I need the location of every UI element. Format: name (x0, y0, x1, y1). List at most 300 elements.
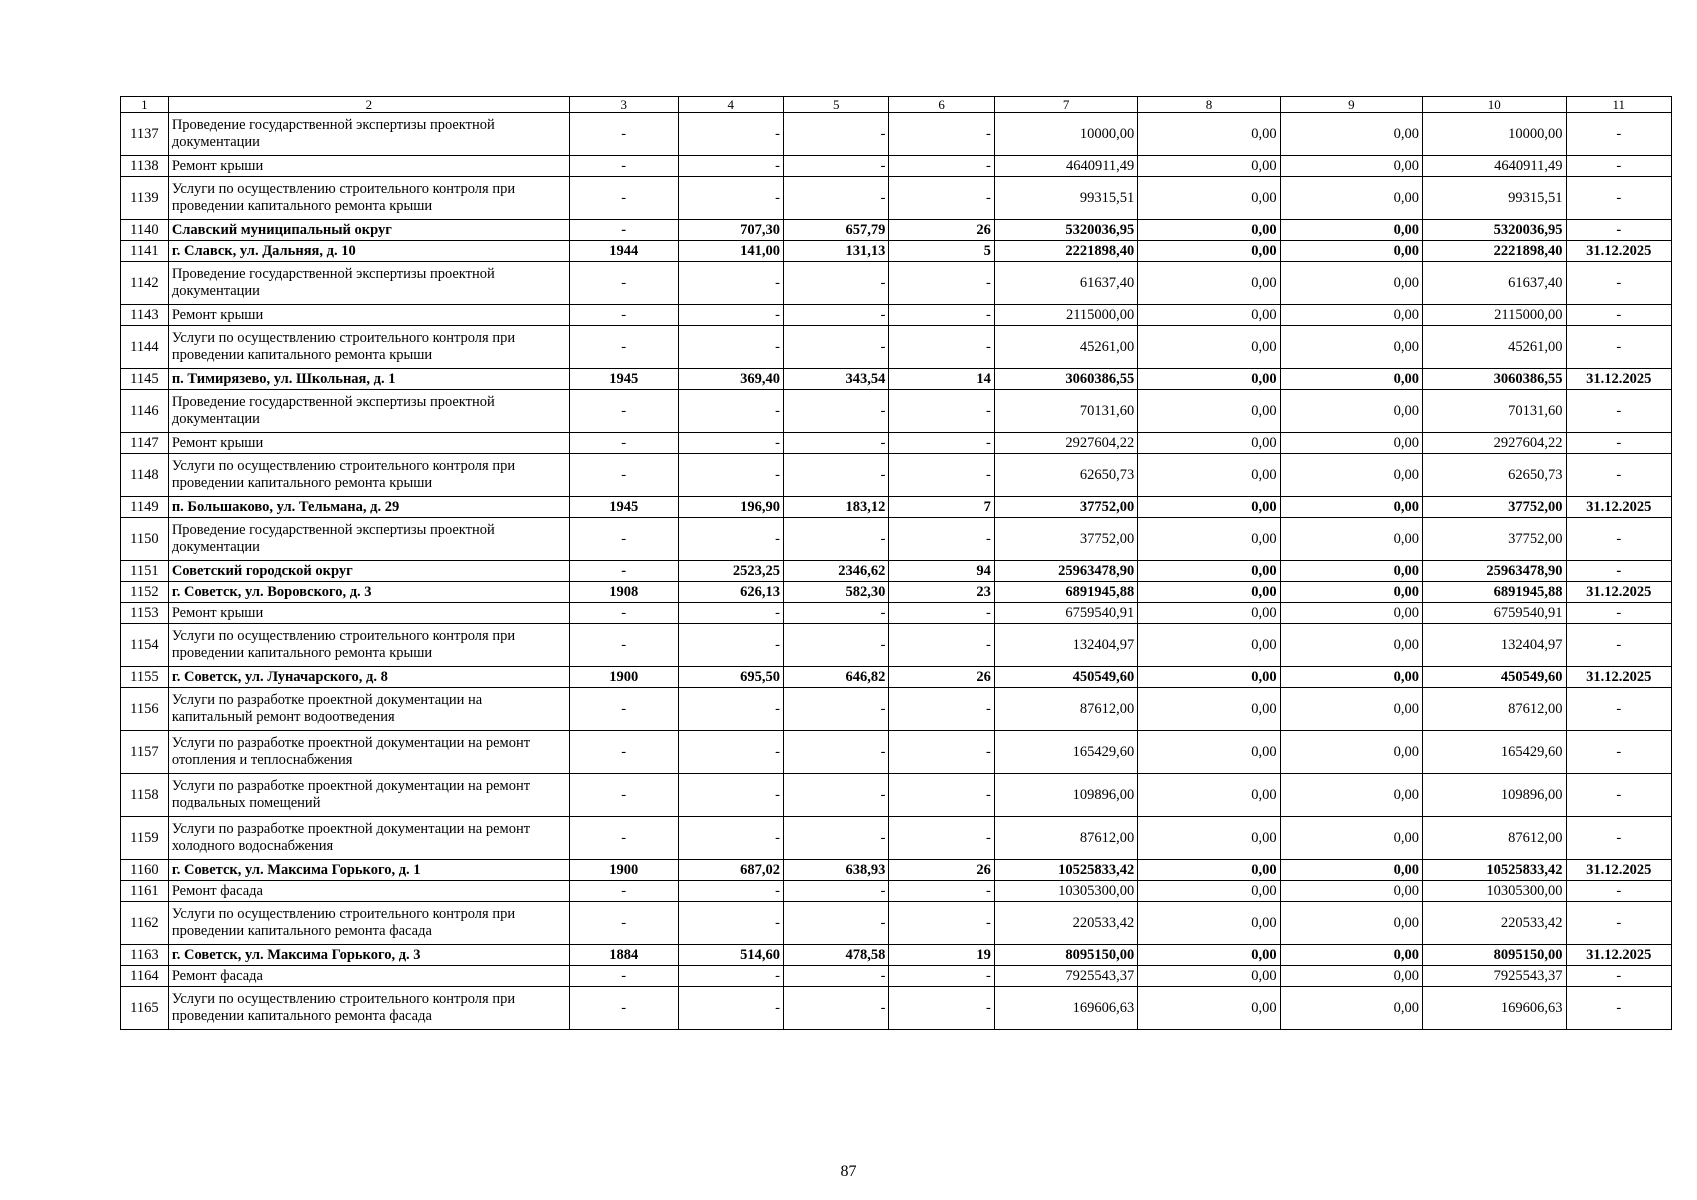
col5-cell: - (783, 433, 888, 454)
item-name-cell: Ремонт крыши (168, 433, 569, 454)
year-cell: - (569, 326, 678, 369)
item-name-cell: Услуги по разработке проектной документации на ремонт подвальных помещений (168, 774, 569, 817)
col6-cell: - (889, 518, 994, 561)
year-cell: - (569, 561, 678, 582)
col11-cell: - (1566, 390, 1671, 433)
col4-cell: - (678, 603, 783, 624)
col4-cell: 626,13 (678, 582, 783, 603)
col5-cell: - (783, 177, 888, 220)
col5-cell: - (783, 881, 888, 902)
column-header: 11 (1566, 97, 1671, 113)
col11-cell: - (1566, 881, 1671, 902)
column-header: 3 (569, 97, 678, 113)
col9-cell: 0,00 (1280, 817, 1422, 860)
col7-cell: 10305300,00 (994, 881, 1137, 902)
col6-cell: - (889, 305, 994, 326)
col6-cell: - (889, 902, 994, 945)
col8-cell: 0,00 (1138, 945, 1280, 966)
row-number-cell: 1163 (121, 945, 169, 966)
col7-cell: 2221898,40 (994, 241, 1137, 262)
row-number-cell: 1160 (121, 860, 169, 881)
row-number-cell: 1152 (121, 582, 169, 603)
col6-cell: 23 (889, 582, 994, 603)
col9-cell: 0,00 (1280, 966, 1422, 987)
row-number-cell: 1156 (121, 688, 169, 731)
col7-cell: 165429,60 (994, 731, 1137, 774)
year-cell: - (569, 156, 678, 177)
col9-cell: 0,00 (1280, 731, 1422, 774)
col9-cell: 0,00 (1280, 688, 1422, 731)
col9-cell: 0,00 (1280, 902, 1422, 945)
col4-cell: - (678, 113, 783, 156)
row-number-cell: 1154 (121, 624, 169, 667)
col9-cell: 0,00 (1280, 369, 1422, 390)
col8-cell: 0,00 (1138, 902, 1280, 945)
col10-cell: 10000,00 (1423, 113, 1566, 156)
col4-cell: 196,90 (678, 497, 783, 518)
col5-cell: - (783, 624, 888, 667)
row-number-cell: 1150 (121, 518, 169, 561)
column-header: 9 (1280, 97, 1422, 113)
col6-cell: - (889, 262, 994, 305)
col5-cell: - (783, 774, 888, 817)
col11-cell: 31.12.2025 (1566, 369, 1671, 390)
col11-cell: - (1566, 454, 1671, 497)
col8-cell: 0,00 (1138, 774, 1280, 817)
col9-cell: 0,00 (1280, 241, 1422, 262)
col10-cell: 70131,60 (1423, 390, 1566, 433)
col8-cell: 0,00 (1138, 305, 1280, 326)
year-cell: - (569, 902, 678, 945)
col8-cell: 0,00 (1138, 582, 1280, 603)
col10-cell: 5320036,95 (1423, 220, 1566, 241)
col10-cell: 6759540,91 (1423, 603, 1566, 624)
row-number-cell: 1138 (121, 156, 169, 177)
col9-cell: 0,00 (1280, 262, 1422, 305)
item-name-cell: Услуги по осуществлению строительного контроля при проведении капитального ремонта крыши (168, 326, 569, 369)
col4-cell: - (678, 966, 783, 987)
col8-cell: 0,00 (1138, 731, 1280, 774)
column-header: 4 (678, 97, 783, 113)
table-row (121, 688, 1672, 731)
col11-cell: - (1566, 177, 1671, 220)
item-name-cell: Проведение государственной экспертизы проектной документации (168, 390, 569, 433)
col6-cell: 19 (889, 945, 994, 966)
col11-cell: - (1566, 987, 1671, 1030)
col10-cell: 87612,00 (1423, 817, 1566, 860)
col5-cell: - (783, 156, 888, 177)
col11-cell: 31.12.2025 (1566, 860, 1671, 881)
col10-cell: 4640911,49 (1423, 156, 1566, 177)
col10-cell: 220533,42 (1423, 902, 1566, 945)
col7-cell: 70131,60 (994, 390, 1137, 433)
year-cell: 1900 (569, 860, 678, 881)
col4-cell: 695,50 (678, 667, 783, 688)
table-row (121, 177, 1672, 220)
row-number-cell: 1137 (121, 113, 169, 156)
col9-cell: 0,00 (1280, 582, 1422, 603)
col4-cell: 2523,25 (678, 561, 783, 582)
col7-cell: 2927604,22 (994, 433, 1137, 454)
col8-cell: 0,00 (1138, 113, 1280, 156)
col6-cell: 7 (889, 497, 994, 518)
col11-cell: - (1566, 433, 1671, 454)
col6-cell: 14 (889, 369, 994, 390)
col8-cell: 0,00 (1138, 177, 1280, 220)
table-row (121, 603, 1672, 624)
item-name-cell: Проведение государственной экспертизы проектной документации (168, 262, 569, 305)
col9-cell: 0,00 (1280, 624, 1422, 667)
row-number-cell: 1140 (121, 220, 169, 241)
table-row (121, 113, 1672, 156)
table-row (121, 860, 1672, 881)
row-number-cell: 1144 (121, 326, 169, 369)
renovation-table (120, 96, 1672, 1030)
col10-cell: 450549,60 (1423, 667, 1566, 688)
col5-cell: - (783, 688, 888, 731)
table-row (121, 305, 1672, 326)
item-name-cell: г. Советск, ул. Луначарского, д. 8 (168, 667, 569, 688)
row-number-cell: 1151 (121, 561, 169, 582)
col6-cell: - (889, 987, 994, 1030)
year-cell: 1900 (569, 667, 678, 688)
col10-cell: 2927604,22 (1423, 433, 1566, 454)
row-number-cell: 1164 (121, 966, 169, 987)
col4-cell: - (678, 326, 783, 369)
col4-cell: - (678, 156, 783, 177)
col5-cell: 478,58 (783, 945, 888, 966)
col9-cell: 0,00 (1280, 177, 1422, 220)
table-row (121, 561, 1672, 582)
col7-cell: 25963478,90 (994, 561, 1137, 582)
col4-cell: - (678, 624, 783, 667)
col7-cell: 99315,51 (994, 177, 1137, 220)
col9-cell: 0,00 (1280, 454, 1422, 497)
col9-cell: 0,00 (1280, 497, 1422, 518)
col8-cell: 0,00 (1138, 561, 1280, 582)
column-number-header-row (121, 97, 1672, 113)
col5-cell: - (783, 454, 888, 497)
col8-cell: 0,00 (1138, 369, 1280, 390)
col8-cell: 0,00 (1138, 220, 1280, 241)
col5-cell: 646,82 (783, 667, 888, 688)
year-cell: - (569, 966, 678, 987)
col11-cell: - (1566, 220, 1671, 241)
col5-cell: - (783, 518, 888, 561)
col5-cell: 343,54 (783, 369, 888, 390)
item-name-cell: г. Советск, ул. Максима Горького, д. 1 (168, 860, 569, 881)
col9-cell: 0,00 (1280, 945, 1422, 966)
row-number-cell: 1142 (121, 262, 169, 305)
col4-cell: 141,00 (678, 241, 783, 262)
item-name-cell: Услуги по осуществлению строительного контроля при проведении капитального ремонта крыши (168, 177, 569, 220)
col9-cell: 0,00 (1280, 603, 1422, 624)
col7-cell: 37752,00 (994, 518, 1137, 561)
col4-cell: - (678, 433, 783, 454)
col6-cell: - (889, 774, 994, 817)
col10-cell: 99315,51 (1423, 177, 1566, 220)
column-header: 1 (121, 97, 169, 113)
col7-cell: 45261,00 (994, 326, 1137, 369)
col8-cell: 0,00 (1138, 966, 1280, 987)
col5-cell: 131,13 (783, 241, 888, 262)
col7-cell: 87612,00 (994, 688, 1137, 731)
col5-cell: - (783, 326, 888, 369)
item-name-cell: Ремонт крыши (168, 603, 569, 624)
col4-cell: - (678, 390, 783, 433)
col10-cell: 7925543,37 (1423, 966, 1566, 987)
col11-cell: - (1566, 305, 1671, 326)
table-row (121, 497, 1672, 518)
col10-cell: 2221898,40 (1423, 241, 1566, 262)
col4-cell: 687,02 (678, 860, 783, 881)
year-cell: - (569, 774, 678, 817)
col9-cell: 0,00 (1280, 667, 1422, 688)
col10-cell: 45261,00 (1423, 326, 1566, 369)
row-number-cell: 1147 (121, 433, 169, 454)
table-row (121, 582, 1672, 603)
col8-cell: 0,00 (1138, 262, 1280, 305)
col4-cell: - (678, 731, 783, 774)
col6-cell: - (889, 817, 994, 860)
item-name-cell: Услуги по разработке проектной документации на ремонт отопления и теплоснабжения (168, 731, 569, 774)
col7-cell: 2115000,00 (994, 305, 1137, 326)
col4-cell: 707,30 (678, 220, 783, 241)
item-name-cell: Славский муниципальный округ (168, 220, 569, 241)
col10-cell: 62650,73 (1423, 454, 1566, 497)
col11-cell: - (1566, 624, 1671, 667)
column-header: 6 (889, 97, 994, 113)
item-name-cell: Советский городской округ (168, 561, 569, 582)
col7-cell: 132404,97 (994, 624, 1137, 667)
col10-cell: 109896,00 (1423, 774, 1566, 817)
col4-cell: 369,40 (678, 369, 783, 390)
col4-cell: - (678, 177, 783, 220)
col11-cell: 31.12.2025 (1566, 667, 1671, 688)
col8-cell: 0,00 (1138, 390, 1280, 433)
col11-cell: - (1566, 603, 1671, 624)
col10-cell: 2115000,00 (1423, 305, 1566, 326)
col9-cell: 0,00 (1280, 774, 1422, 817)
table-row (121, 966, 1672, 987)
table-row (121, 220, 1672, 241)
year-cell: - (569, 603, 678, 624)
col6-cell: 26 (889, 220, 994, 241)
item-name-cell: Ремонт фасада (168, 966, 569, 987)
col6-cell: - (889, 326, 994, 369)
col10-cell: 169606,63 (1423, 987, 1566, 1030)
col5-cell: - (783, 603, 888, 624)
row-number-cell: 1155 (121, 667, 169, 688)
col4-cell: - (678, 902, 783, 945)
item-name-cell: Услуги по осуществлению строительного контроля при проведении капитального ремонта крыши (168, 624, 569, 667)
table-row (121, 667, 1672, 688)
col6-cell: - (889, 433, 994, 454)
item-name-cell: Услуги по осуществлению строительного контроля при проведении капитального ремонта фасада (168, 902, 569, 945)
col6-cell: - (889, 688, 994, 731)
item-name-cell: Услуги по осуществлению строительного контроля при проведении капитального ремонта фасада (168, 987, 569, 1030)
col11-cell: - (1566, 326, 1671, 369)
row-number-cell: 1162 (121, 902, 169, 945)
col8-cell: 0,00 (1138, 454, 1280, 497)
table-row (121, 369, 1672, 390)
col10-cell: 165429,60 (1423, 731, 1566, 774)
item-name-cell: Проведение государственной экспертизы проектной документации (168, 518, 569, 561)
col6-cell: 26 (889, 667, 994, 688)
row-number-cell: 1145 (121, 369, 169, 390)
col8-cell: 0,00 (1138, 881, 1280, 902)
year-cell: 1908 (569, 582, 678, 603)
table-row (121, 326, 1672, 369)
table-row (121, 262, 1672, 305)
year-cell: 1944 (569, 241, 678, 262)
col6-cell: - (889, 731, 994, 774)
col6-cell: 26 (889, 860, 994, 881)
col4-cell: - (678, 817, 783, 860)
table-row (121, 731, 1672, 774)
col9-cell: 0,00 (1280, 156, 1422, 177)
document-sheet (120, 96, 1672, 1030)
col4-cell: - (678, 454, 783, 497)
col9-cell: 0,00 (1280, 326, 1422, 369)
year-cell: - (569, 113, 678, 156)
col7-cell: 8095150,00 (994, 945, 1137, 966)
item-name-cell: Ремонт крыши (168, 156, 569, 177)
col11-cell: - (1566, 774, 1671, 817)
col6-cell: - (889, 177, 994, 220)
col8-cell: 0,00 (1138, 667, 1280, 688)
col11-cell: - (1566, 817, 1671, 860)
col8-cell: 0,00 (1138, 688, 1280, 731)
col10-cell: 10305300,00 (1423, 881, 1566, 902)
col5-cell: - (783, 262, 888, 305)
item-name-cell: Ремонт крыши (168, 305, 569, 326)
table-row (121, 774, 1672, 817)
table-row (121, 945, 1672, 966)
col5-cell: - (783, 902, 888, 945)
col7-cell: 109896,00 (994, 774, 1137, 817)
col11-cell: - (1566, 156, 1671, 177)
item-name-cell: Проведение государственной экспертизы проектной документации (168, 113, 569, 156)
col7-cell: 450549,60 (994, 667, 1137, 688)
table-row (121, 454, 1672, 497)
col8-cell: 0,00 (1138, 624, 1280, 667)
col6-cell: 94 (889, 561, 994, 582)
col9-cell: 0,00 (1280, 860, 1422, 881)
col5-cell: - (783, 817, 888, 860)
col11-cell: 31.12.2025 (1566, 945, 1671, 966)
year-cell: - (569, 817, 678, 860)
col10-cell: 6891945,88 (1423, 582, 1566, 603)
item-name-cell: г. Славск, ул. Дальняя, д. 10 (168, 241, 569, 262)
col6-cell: - (889, 390, 994, 433)
col10-cell: 61637,40 (1423, 262, 1566, 305)
col6-cell: - (889, 624, 994, 667)
col6-cell: - (889, 603, 994, 624)
col11-cell: - (1566, 518, 1671, 561)
col7-cell: 169606,63 (994, 987, 1137, 1030)
col5-cell: - (783, 731, 888, 774)
year-cell: - (569, 987, 678, 1030)
col11-cell: - (1566, 113, 1671, 156)
col10-cell: 37752,00 (1423, 518, 1566, 561)
row-number-cell: 1139 (121, 177, 169, 220)
col10-cell: 132404,97 (1423, 624, 1566, 667)
table-row (121, 624, 1672, 667)
year-cell: - (569, 220, 678, 241)
col11-cell: - (1566, 561, 1671, 582)
year-cell: - (569, 390, 678, 433)
row-number-cell: 1148 (121, 454, 169, 497)
year-cell: - (569, 624, 678, 667)
table-row (121, 518, 1672, 561)
col6-cell: - (889, 966, 994, 987)
col5-cell: - (783, 987, 888, 1030)
col4-cell: - (678, 262, 783, 305)
column-header: 5 (783, 97, 888, 113)
col6-cell: - (889, 156, 994, 177)
col9-cell: 0,00 (1280, 220, 1422, 241)
col6-cell: - (889, 454, 994, 497)
col4-cell: - (678, 881, 783, 902)
col4-cell: - (678, 987, 783, 1030)
col4-cell: - (678, 774, 783, 817)
col11-cell: - (1566, 688, 1671, 731)
col7-cell: 61637,40 (994, 262, 1137, 305)
column-header: 8 (1138, 97, 1280, 113)
item-name-cell: г. Советск, ул. Максима Горького, д. 3 (168, 945, 569, 966)
year-cell: - (569, 518, 678, 561)
col7-cell: 62650,73 (994, 454, 1137, 497)
table-body (121, 97, 1672, 1030)
item-name-cell: п. Большаково, ул. Тельмана, д. 29 (168, 497, 569, 518)
page-number: 87 (840, 1163, 857, 1180)
year-cell: - (569, 262, 678, 305)
year-cell: - (569, 305, 678, 326)
year-cell: - (569, 688, 678, 731)
col7-cell: 87612,00 (994, 817, 1137, 860)
col6-cell: - (889, 113, 994, 156)
table-row (121, 390, 1672, 433)
col8-cell: 0,00 (1138, 860, 1280, 881)
col5-cell: 638,93 (783, 860, 888, 881)
column-header: 2 (168, 97, 569, 113)
col5-cell: 183,12 (783, 497, 888, 518)
year-cell: - (569, 731, 678, 774)
col8-cell: 0,00 (1138, 603, 1280, 624)
col7-cell: 3060386,55 (994, 369, 1137, 390)
col4-cell: - (678, 305, 783, 326)
col7-cell: 10525833,42 (994, 860, 1137, 881)
column-header: 7 (994, 97, 1137, 113)
item-name-cell: Услуги по разработке проектной документации на ремонт холодного водоснабжения (168, 817, 569, 860)
item-name-cell: п. Тимирязево, ул. Школьная, д. 1 (168, 369, 569, 390)
col5-cell: - (783, 113, 888, 156)
col9-cell: 0,00 (1280, 561, 1422, 582)
col10-cell: 37752,00 (1423, 497, 1566, 518)
col5-cell: - (783, 305, 888, 326)
item-name-cell: г. Советск, ул. Воровского, д. 3 (168, 582, 569, 603)
col6-cell: - (889, 881, 994, 902)
col8-cell: 0,00 (1138, 987, 1280, 1030)
col11-cell: - (1566, 262, 1671, 305)
col4-cell: 514,60 (678, 945, 783, 966)
table-row (121, 817, 1672, 860)
row-number-cell: 1143 (121, 305, 169, 326)
year-cell: - (569, 454, 678, 497)
year-cell: - (569, 433, 678, 454)
col9-cell: 0,00 (1280, 881, 1422, 902)
